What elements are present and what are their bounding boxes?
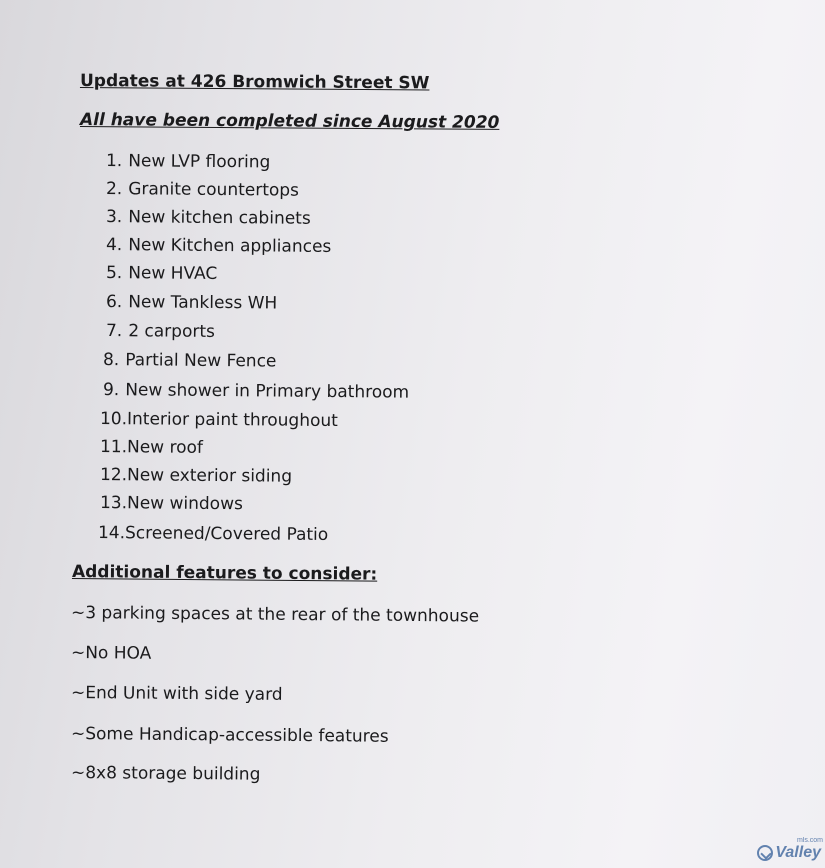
list-item: 1. New LVP flooring bbox=[105, 151, 271, 173]
list-item: 3. New kitchen cabinets bbox=[105, 207, 311, 229]
feature-item: ~Some Handicap-accessible features bbox=[70, 724, 389, 747]
feature-item: ~End Unit with side yard bbox=[70, 683, 283, 705]
valley-mls-watermark bbox=[757, 837, 823, 862]
list-item: 6. New Tankless WH bbox=[105, 292, 278, 314]
feature-item: ~3 parking spaces at the rear of the townhouse bbox=[70, 603, 480, 627]
list-item: 12.New exterior siding bbox=[99, 465, 293, 487]
list-item: 11.New roof bbox=[99, 437, 204, 458]
list-item: 13.New windows bbox=[99, 493, 243, 515]
list-item: 9. New shower in Primary bathroom bbox=[102, 380, 410, 403]
additional-features-heading: Additional features to consider: bbox=[71, 562, 378, 585]
checkmark-circle-icon bbox=[757, 845, 773, 861]
list-item: 14.Screened/Covered Patio bbox=[97, 523, 329, 546]
list-item: 2. Granite countertops bbox=[105, 179, 300, 201]
feature-item: ~8x8 storage building bbox=[70, 763, 261, 785]
list-item: 10.Interior paint throughout bbox=[99, 409, 338, 432]
feature-item: ~No HOA bbox=[70, 643, 152, 664]
list-item: 7. 2 carports bbox=[105, 321, 216, 342]
document-title: Updates at 426 Bromwich Street SW bbox=[79, 71, 430, 94]
list-item: 4. New Kitchen appliances bbox=[105, 235, 332, 257]
list-item: 8. Partial New Fence bbox=[102, 350, 277, 372]
watermark-text: Valley mls.com bbox=[775, 837, 823, 861]
list-item: 5. New HVAC bbox=[105, 263, 218, 284]
document-subtitle: All have been completed since August 2020 bbox=[79, 110, 500, 133]
